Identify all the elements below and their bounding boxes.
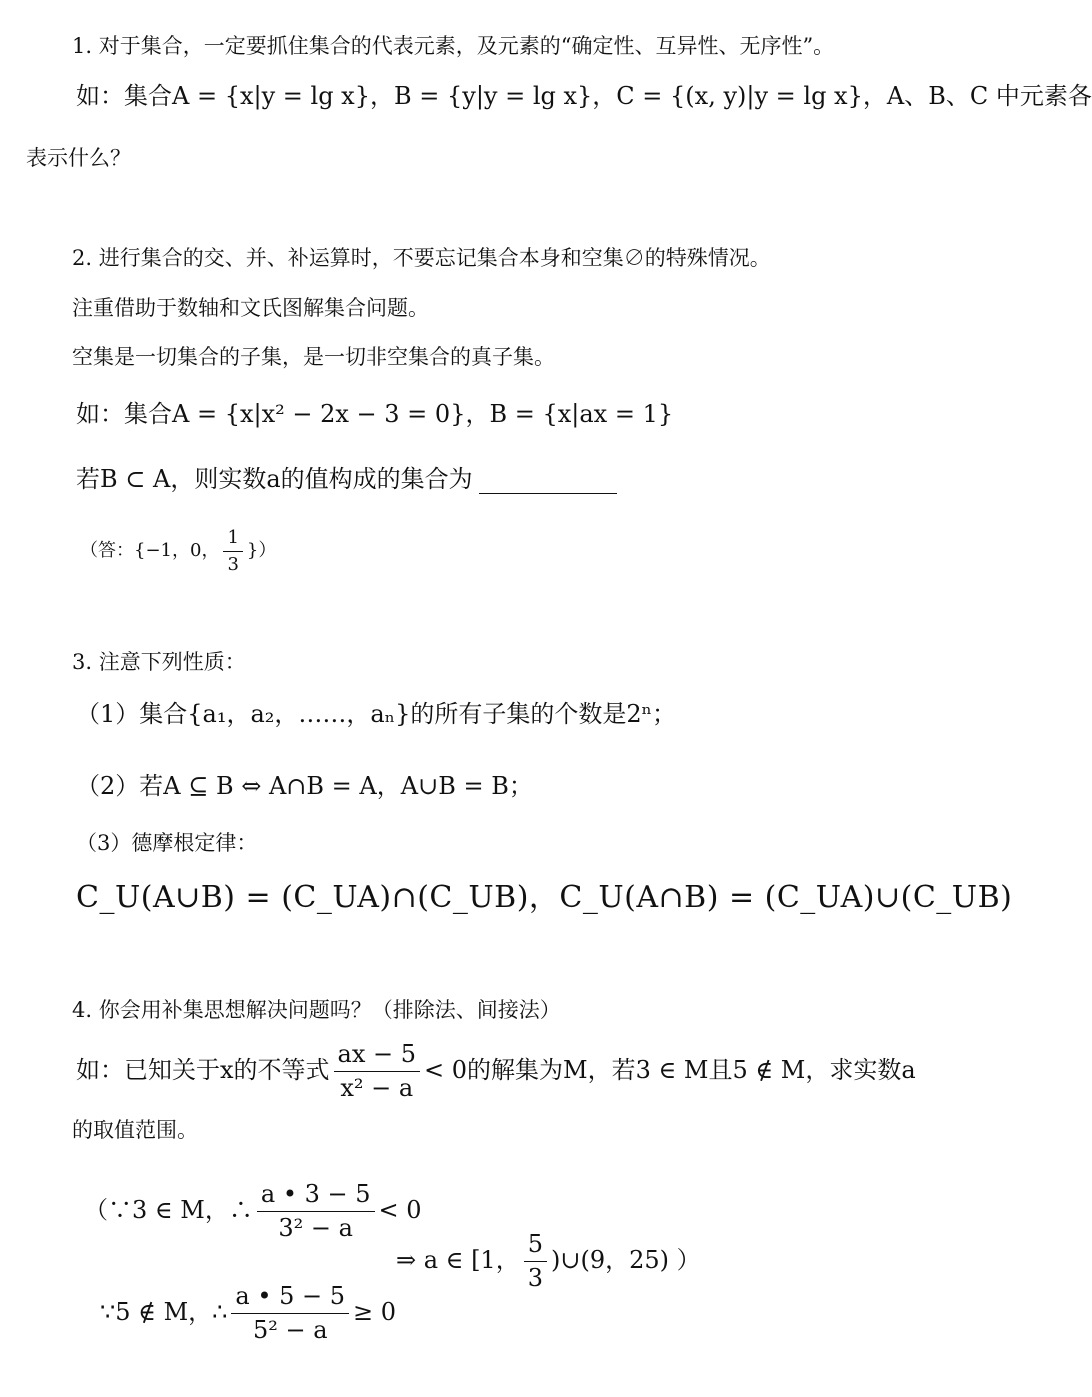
fraction-denominator: 3² − a	[278, 1213, 353, 1242]
result-prefix: ⇒ a ∈ [1，	[396, 1245, 520, 1274]
section-2-title: 2. 进行集合的交、并、补运算时，不要忘记集合本身和空集∅的特殊情况。	[72, 246, 771, 270]
fraction-numerator: a • 5 − 5	[231, 1282, 349, 1314]
section-1-title: 1. 对于集合，一定要抓住集合的代表元素，及元素的“确定性、互异性、无序性”。	[72, 34, 835, 58]
solution-line-1	[84, 1180, 422, 1243]
question-text: 若B ⊂ A，则实数a的值构成的集合为	[76, 465, 473, 493]
solution-2-fraction	[231, 1282, 349, 1345]
property-3: （3）德摩根定律：	[76, 831, 258, 855]
solution-2-prefix: ∵5 ∉ M，∴	[100, 1297, 228, 1326]
fraction-numerator: ax − 5	[334, 1040, 420, 1072]
section-2-line-3: 空集是一切集合的子集，是一切非空集合的真子集。	[72, 345, 555, 369]
solution-1-prefix: （∵3 ∈ M，∴	[84, 1195, 253, 1224]
section-2-question	[76, 465, 617, 494]
fraction-denominator: x² − a	[340, 1073, 414, 1102]
fraction-denominator: 5² − a	[252, 1315, 328, 1344]
section-2-answer	[80, 527, 276, 575]
de-morgan-formula: C_U(A∪B) = (C_UA)∩(C_UB)，C_U(A∩B) = (C_UA)∪(C_UB)	[76, 880, 1013, 915]
section-1-example-continued: 表示什么？	[26, 146, 131, 170]
section-2-example: 如：集合A = {x|x² − 2x − 3 = 0}，B = {x|ax = 1}	[76, 400, 674, 428]
solution-line-2	[100, 1282, 396, 1345]
answer-suffix: }）	[246, 540, 277, 562]
result-fraction	[524, 1230, 547, 1293]
fraction-denominator: 3	[227, 553, 239, 575]
section-4-example-continued: 的取值范围。	[72, 1118, 198, 1142]
section-2-line-2: 注重借助于数轴和文氏图解集合问题。	[72, 296, 429, 320]
solution-1-fraction	[257, 1180, 375, 1243]
answer-prefix: （答：{−1，0，	[80, 540, 220, 562]
solution-1-suffix: < 0	[378, 1195, 422, 1224]
property-1: （1）集合{a₁，a₂，……，aₙ}的所有子集的个数是2ⁿ；	[76, 700, 677, 728]
property-2: （2）若A ⊆ B ⇔ A∩B = A，A∪B = B；	[76, 772, 533, 800]
fraction-denominator: 3	[527, 1263, 543, 1292]
fraction-numerator: a • 3 − 5	[257, 1180, 375, 1212]
example-suffix: < 0的解集为M，若3 ∈ M且5 ∉ M，求实数a	[424, 1055, 916, 1084]
fraction-numerator: 5	[524, 1230, 547, 1262]
section-4-example	[76, 1040, 916, 1103]
solution-result	[396, 1230, 701, 1293]
result-suffix: )∪(9，25) ）	[550, 1245, 701, 1274]
inequality-fraction	[334, 1040, 420, 1103]
section-4-title: 4. 你会用补集思想解决问题吗？（排除法、间接法）	[72, 998, 561, 1022]
fraction-numerator: 1	[223, 527, 242, 552]
section-3-title: 3. 注意下列性质：	[72, 650, 246, 674]
answer-fraction	[223, 527, 242, 575]
solution-2-suffix: ≥ 0	[353, 1297, 397, 1326]
example-prefix: 如：已知关于x的不等式	[76, 1055, 330, 1084]
answer-blank	[479, 471, 617, 494]
section-1-example: 如：集合A = {x|y = lg x}，B = {y|y = lg x}，C = {(x, y)|y = lg x}，A、B、C 中元素各	[76, 82, 1092, 110]
